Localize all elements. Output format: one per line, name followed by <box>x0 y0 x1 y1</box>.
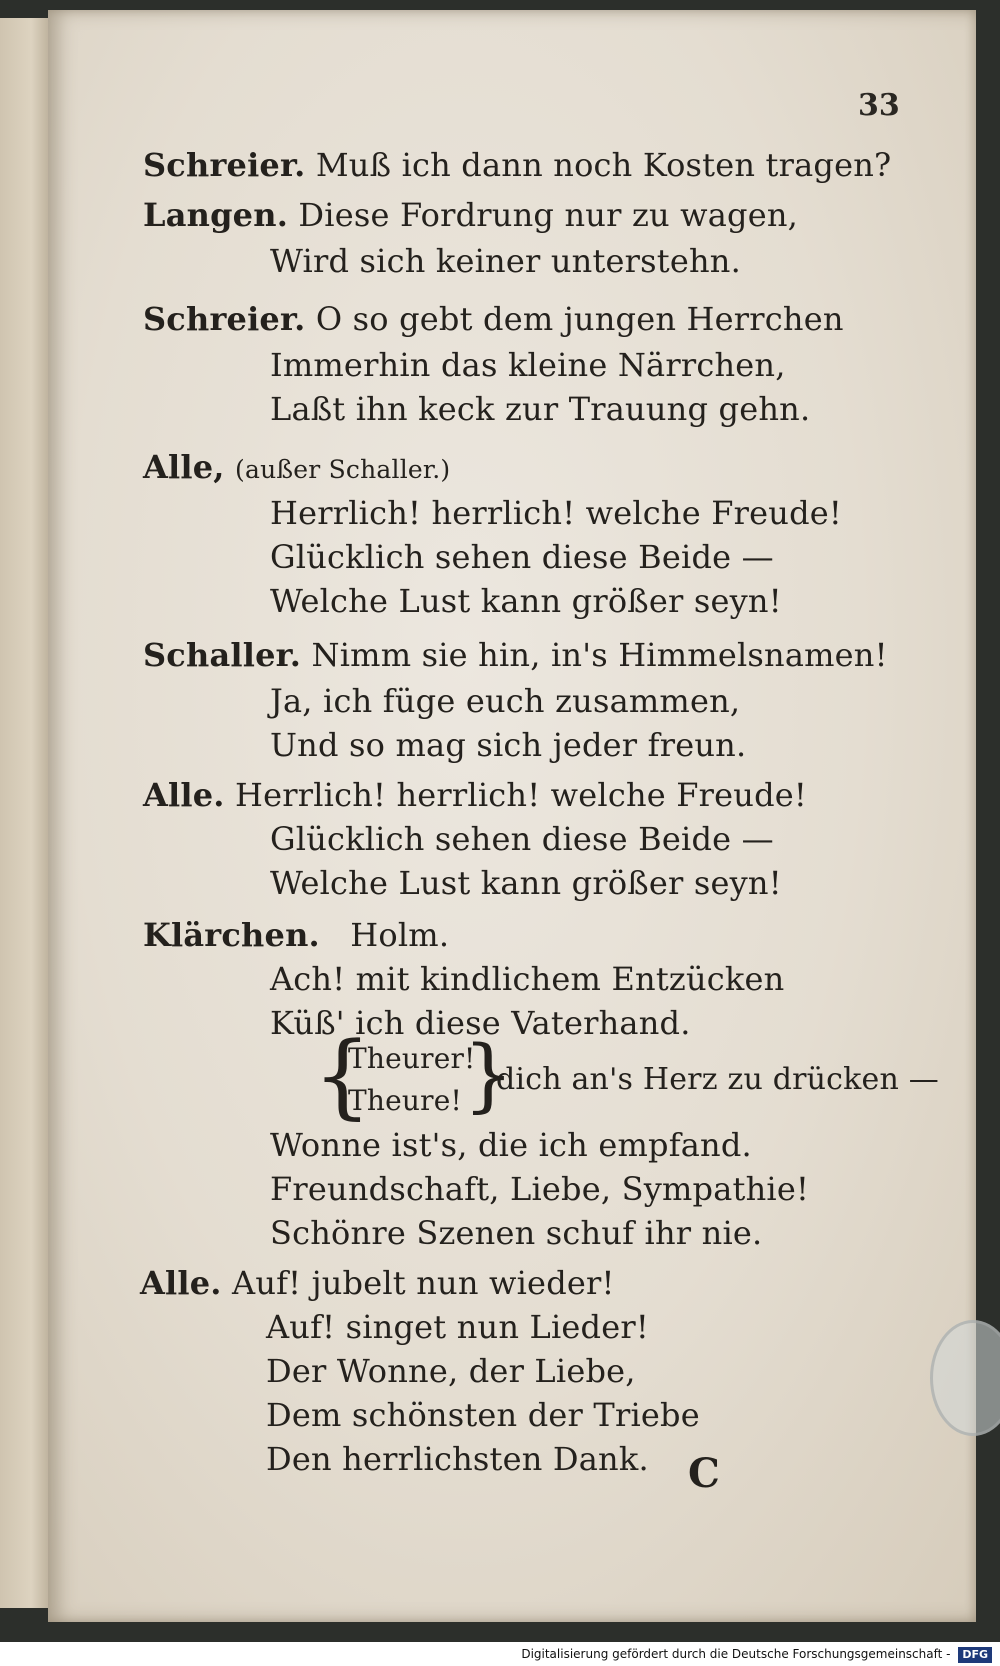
line-text: Diese Fordrung nur zu wagen, <box>298 196 799 234</box>
line-text: Den herrlichsten Dank. <box>266 1440 649 1478</box>
line-text: Auf! jubelt nun wieder! <box>232 1264 615 1302</box>
line-text: Küß' ich diese Vaterhand. <box>270 1004 691 1042</box>
speaker-name: Alle, <box>143 448 225 486</box>
text-line <box>270 390 810 428</box>
left-brace: { <box>313 1022 372 1129</box>
speaker-name: Schaller. <box>143 636 302 674</box>
line-text: Der Wonne, der Liebe, <box>266 1352 636 1390</box>
line-text: Glücklich sehen diese Beide — <box>270 538 774 576</box>
line-text: Laßt ihn keck zur Trauung gehn. <box>270 390 811 428</box>
text-line <box>270 582 782 620</box>
text-line <box>266 1308 649 1346</box>
text-line <box>143 916 449 954</box>
line-text: Immerhin das kleine Närrchen, <box>270 346 786 384</box>
signature-mark: C <box>688 1450 720 1497</box>
footer-credit: Digitalisierung gefördert durch die Deutsche Forschungsgemeinschaft - <box>521 1647 951 1661</box>
text-line <box>270 1126 752 1164</box>
text-line <box>270 960 784 998</box>
line-text: Herrlich! herrlich! welche Freude! <box>235 776 807 814</box>
speaker-name: Klärchen. <box>143 916 320 954</box>
text-line <box>143 196 798 234</box>
line-text: Theure! <box>348 1084 462 1117</box>
digitization-footer <box>0 1642 1000 1666</box>
text-line <box>143 636 888 674</box>
facing-page-edge <box>0 18 54 1608</box>
line-text: Schönre Szenen schuf ihr nie. <box>270 1214 763 1252</box>
text-line <box>143 448 450 486</box>
line-text: O so gebt dem jungen Herrchen <box>315 300 844 338</box>
line-text: Auf! singet nun Lieder! <box>266 1308 649 1346</box>
text-line <box>348 1042 476 1075</box>
line-text: Herrlich! herrlich! welche Freude! <box>270 494 842 532</box>
dfg-logo: DFG <box>958 1647 992 1663</box>
text-line <box>270 242 741 280</box>
book-page <box>48 10 976 1622</box>
speaker-name: Alle. <box>140 1264 222 1302</box>
text-line <box>143 300 844 338</box>
line-text: Ja, ich füge euch zusammen, <box>270 682 741 720</box>
text-line <box>270 682 740 720</box>
text-line <box>266 1440 649 1478</box>
line-text: Dem schönsten der Triebe <box>266 1396 700 1434</box>
speaker-name: Schreier. <box>143 300 306 338</box>
text-line <box>270 1170 809 1208</box>
line-text: dich an's Herz zu drücken — <box>496 1062 939 1097</box>
text-line <box>348 1084 462 1117</box>
text-line <box>270 864 782 902</box>
speaker-name: Langen. <box>143 196 289 234</box>
line-text: Freundschaft, Liebe, Sympathie! <box>270 1170 810 1208</box>
speaker-name: Alle. <box>143 776 225 814</box>
right-brace: } <box>463 1028 514 1121</box>
line-text: Ach! mit kindlichem Entzücken <box>270 960 785 998</box>
text-line <box>270 820 774 858</box>
line-text: Welche Lust kann größer seyn! <box>270 582 782 620</box>
line-text: Welche Lust kann größer seyn! <box>270 864 782 902</box>
text-line <box>270 538 774 576</box>
text-line <box>143 146 891 184</box>
line-text: Und so mag sich jeder freun. <box>270 726 747 764</box>
text-line <box>266 1396 700 1434</box>
text-line <box>270 494 842 532</box>
line-text: Theurer! <box>348 1042 476 1075</box>
line-text: Glücklich sehen diese Beide — <box>270 820 774 858</box>
stage-direction: (außer Schaller.) <box>235 455 451 484</box>
text-line <box>140 1264 615 1302</box>
line-text: Muß ich dann noch Kosten tragen? <box>315 146 892 184</box>
line-text: Wird sich keiner unterstehn. <box>270 242 741 280</box>
text-line <box>270 1214 762 1252</box>
text-line <box>270 346 786 384</box>
line-text: Wonne ist's, die ich empfand. <box>270 1126 752 1164</box>
line-text: Holm. <box>350 916 450 954</box>
text-line <box>496 1062 939 1097</box>
text-line <box>266 1352 636 1390</box>
speaker-name: Schreier. <box>143 146 306 184</box>
page-number: 33 <box>858 88 900 123</box>
line-text: Nimm sie hin, in's Himmelsnamen! <box>311 636 888 674</box>
text-line <box>270 726 746 764</box>
text-line <box>143 776 807 814</box>
